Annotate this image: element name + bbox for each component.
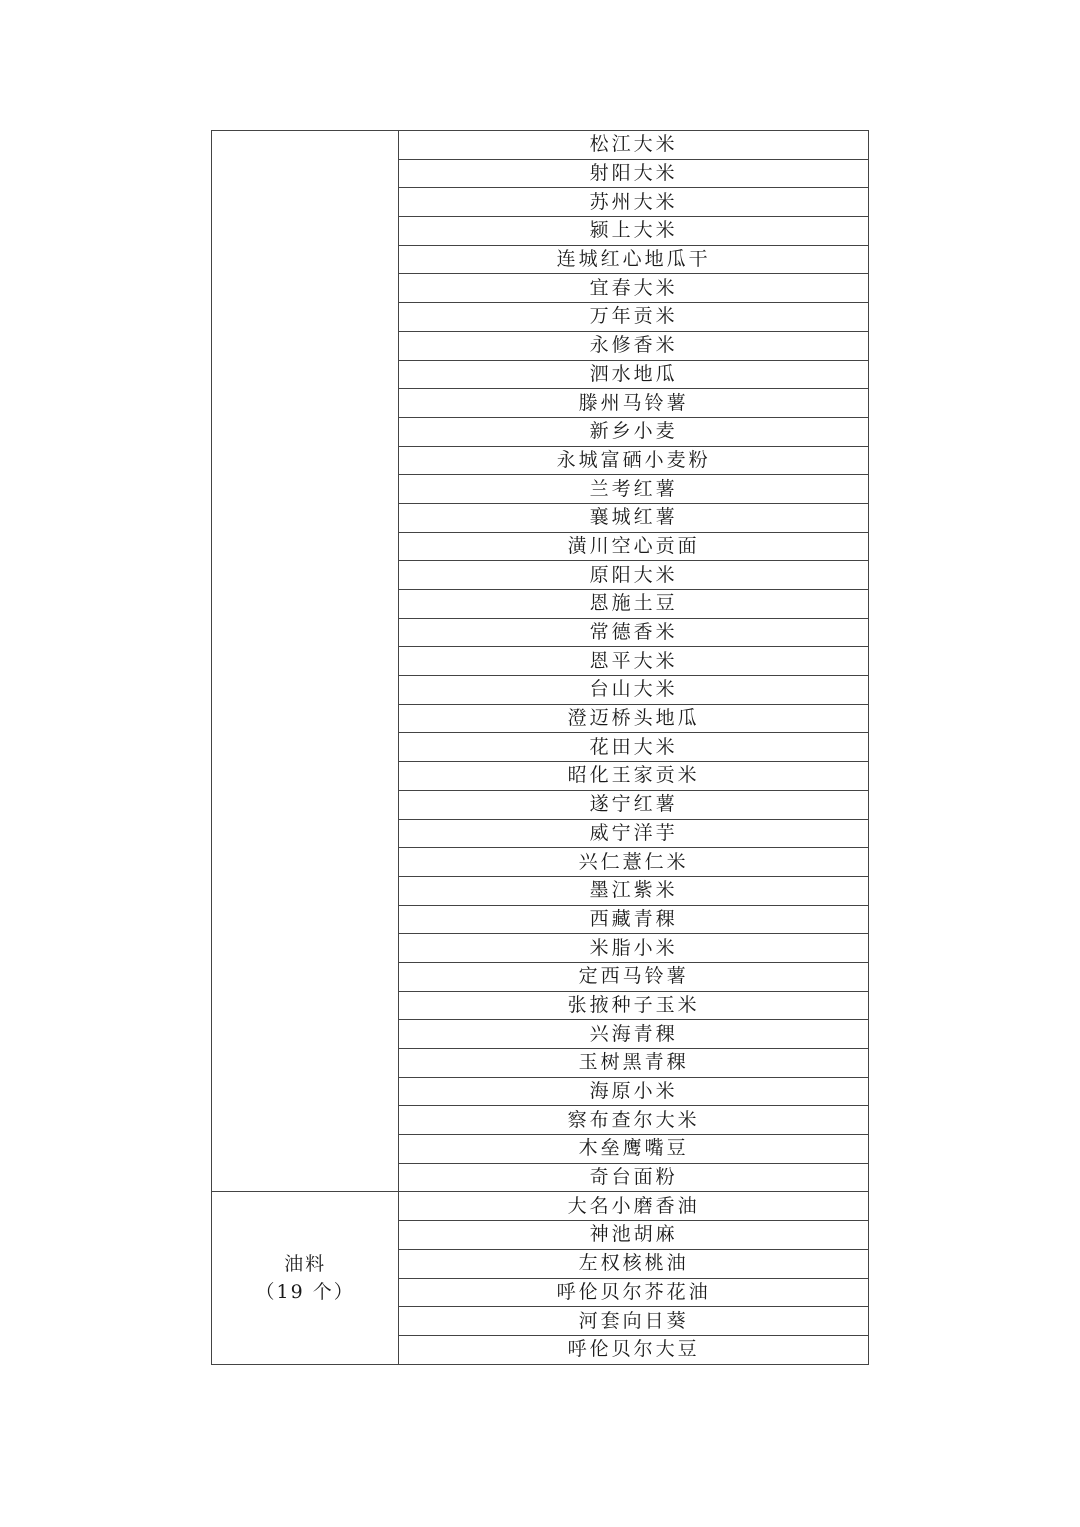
product-name-cell: 恩平大米	[399, 647, 869, 676]
product-name-cell: 威宁洋芋	[399, 819, 869, 848]
product-name-cell: 澄迈桥头地瓜	[399, 704, 869, 733]
product-name-cell: 奇台面粉	[399, 1163, 869, 1192]
product-name-cell: 昭化王家贡米	[399, 762, 869, 791]
product-name-cell: 花田大米	[399, 733, 869, 762]
product-name-cell: 永城富硒小麦粉	[399, 446, 869, 475]
product-name-cell: 木垒鹰嘴豆	[399, 1135, 869, 1164]
product-name-cell: 神池胡麻	[399, 1221, 869, 1250]
product-name-cell: 兴仁薏仁米	[399, 848, 869, 877]
product-name-cell: 台山大米	[399, 676, 869, 705]
product-name-cell: 射阳大米	[399, 159, 869, 188]
product-name-cell: 连城红心地瓜干	[399, 245, 869, 274]
product-name-cell: 左权核桃油	[399, 1249, 869, 1278]
product-name-cell: 玉树黑青稞	[399, 1049, 869, 1078]
product-name-cell: 永修香米	[399, 331, 869, 360]
product-name-cell: 潢川空心贡面	[399, 532, 869, 561]
category-cell	[212, 131, 399, 1192]
product-name-cell: 松江大米	[399, 131, 869, 160]
product-name-cell: 遂宁红薯	[399, 790, 869, 819]
category-cell	[212, 1192, 399, 1364]
product-name-cell: 滕州马铃薯	[399, 389, 869, 418]
product-name-cell: 海原小米	[399, 1077, 869, 1106]
product-name-cell: 兴海青稞	[399, 1020, 869, 1049]
product-name-cell: 呼伦贝尔大豆	[399, 1335, 869, 1364]
product-name-cell: 襄城红薯	[399, 503, 869, 532]
product-name-cell: 恩施土豆	[399, 590, 869, 619]
product-name-cell: 苏州大米	[399, 188, 869, 217]
product-name-cell: 泗水地瓜	[399, 360, 869, 389]
product-name-cell: 大名小磨香油	[399, 1192, 869, 1221]
product-name-cell: 呼伦贝尔芥花油	[399, 1278, 869, 1307]
table-row	[212, 131, 869, 160]
product-name-cell: 西藏青稞	[399, 905, 869, 934]
category-count: （19 个）	[255, 1281, 355, 1303]
product-name-cell: 常德香米	[399, 618, 869, 647]
product-name-cell: 察布查尔大米	[399, 1106, 869, 1135]
product-name-cell: 定西马铃薯	[399, 962, 869, 991]
product-name-cell: 河套向日葵	[399, 1307, 869, 1336]
product-name-cell: 兰考红薯	[399, 475, 869, 504]
product-table	[211, 130, 869, 1365]
product-name-cell: 米脂小米	[399, 934, 869, 963]
product-name-cell: 新乡小麦	[399, 417, 869, 446]
product-name-cell: 张掖种子玉米	[399, 991, 869, 1020]
product-name-cell: 宜春大米	[399, 274, 869, 303]
product-name-cell: 原阳大米	[399, 561, 869, 590]
product-name-cell: 颍上大米	[399, 217, 869, 246]
product-table-body	[212, 131, 869, 1365]
table-row	[212, 1192, 869, 1221]
category-name: 油料	[284, 1253, 327, 1275]
product-name-cell: 万年贡米	[399, 303, 869, 332]
product-name-cell: 墨江紫米	[399, 876, 869, 905]
